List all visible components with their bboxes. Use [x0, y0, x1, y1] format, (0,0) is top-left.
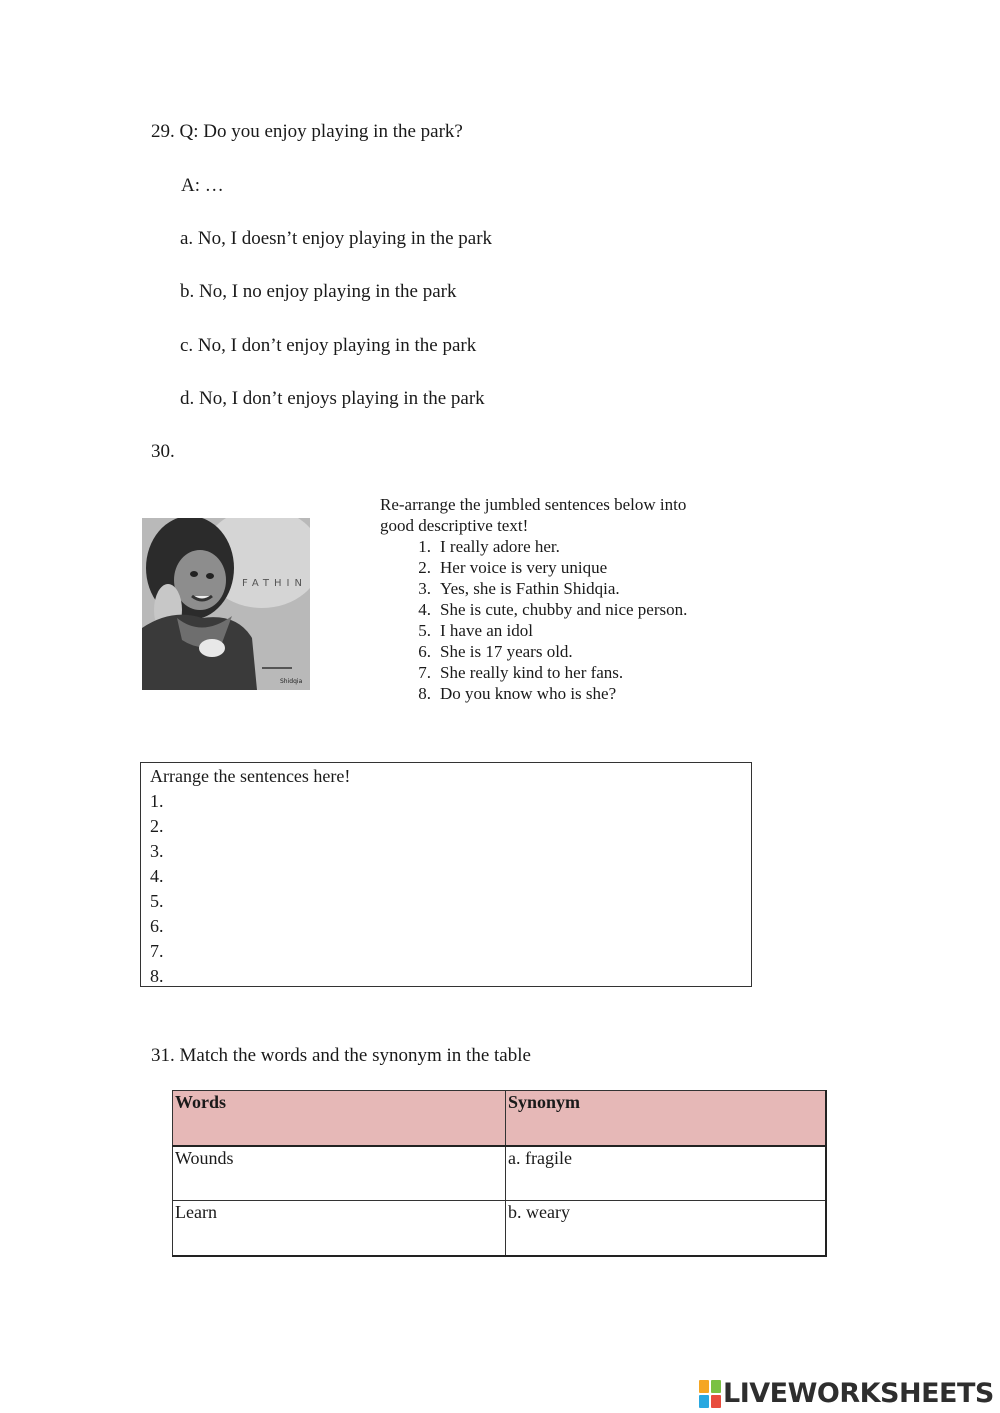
- arrange-slot-8[interactable]: 8.: [150, 966, 164, 986]
- word-cell[interactable]: Wounds: [173, 1146, 506, 1201]
- table-header-row: [173, 1091, 827, 1146]
- arrange-slot-3[interactable]: 3.: [150, 841, 164, 861]
- q29-option-c[interactable]: c. No, I don’t enjoy playing in the park: [180, 335, 477, 356]
- table-row: [173, 1146, 827, 1201]
- q31-instruction: 31. Match the words and the synonym in the table: [151, 1045, 531, 1066]
- jumbled-sentence: 1. I really adore her.: [418, 537, 560, 556]
- idol-photo: [142, 518, 310, 690]
- arrange-slot-6[interactable]: 6.: [150, 916, 164, 936]
- jumbled-sentence: 5. I have an idol: [418, 621, 533, 640]
- q30-instruction-line-2: good descriptive text!: [380, 516, 529, 535]
- arrange-slot-7[interactable]: 7.: [150, 941, 164, 961]
- q30-number: 30.: [151, 441, 175, 462]
- arrange-slot-1[interactable]: 1.: [150, 791, 164, 811]
- table-row: [173, 1201, 827, 1256]
- jumbled-sentence: 4. She is cute, chubby and nice person.: [418, 600, 688, 619]
- jumbled-sentence-list: [380, 536, 760, 704]
- liveworksheets-logo-icon: [699, 1380, 721, 1408]
- arrange-title: Arrange the sentences here!: [150, 766, 351, 786]
- photo-caption: FATHIN: [242, 578, 307, 589]
- jumbled-sentence: 3. Yes, she is Fathin Shidqia.: [418, 579, 620, 598]
- arrange-slot-4[interactable]: 4.: [150, 866, 164, 886]
- word-cell[interactable]: Learn: [173, 1201, 506, 1256]
- synonym-cell[interactable]: a. fragile: [506, 1146, 827, 1201]
- arrange-slot-5[interactable]: 5.: [150, 891, 164, 911]
- arrange-slot-2[interactable]: 2.: [150, 816, 164, 836]
- synonym-table: [172, 1090, 827, 1257]
- q29-answer-prompt: A: …: [181, 175, 224, 196]
- liveworksheets-logo: [699, 1378, 994, 1409]
- jumbled-sentence: 8. Do you know who is she?: [418, 684, 617, 703]
- q29-option-b[interactable]: b. No, I no enjoy playing in the park: [180, 281, 457, 302]
- jumbled-sentence: 7. She really kind to her fans.: [418, 663, 624, 682]
- photo-label: Shidqia: [280, 678, 303, 685]
- synonym-cell[interactable]: b. weary: [506, 1201, 827, 1256]
- q29-question: 29. Q: Do you enjoy playing in the park?: [151, 121, 463, 142]
- jumbled-sentence: 2. Her voice is very unique: [418, 558, 608, 577]
- q29-option-d[interactable]: d. No, I don’t enjoys playing in the park: [180, 388, 485, 409]
- arrange-answer-box: [140, 762, 752, 987]
- logo-text: LIVEWORKSHEETS: [723, 1378, 994, 1409]
- q30-instruction-block: [380, 494, 760, 704]
- header-words: Words: [173, 1091, 506, 1146]
- jumbled-sentence: 6. She is 17 years old.: [418, 642, 573, 661]
- header-synonym: Synonym: [506, 1091, 827, 1146]
- q29-option-a[interactable]: a. No, I doesn’t enjoy playing in the park: [180, 228, 493, 249]
- q30-instruction-line-1: Re-arrange the jumbled sentences below into: [380, 495, 687, 514]
